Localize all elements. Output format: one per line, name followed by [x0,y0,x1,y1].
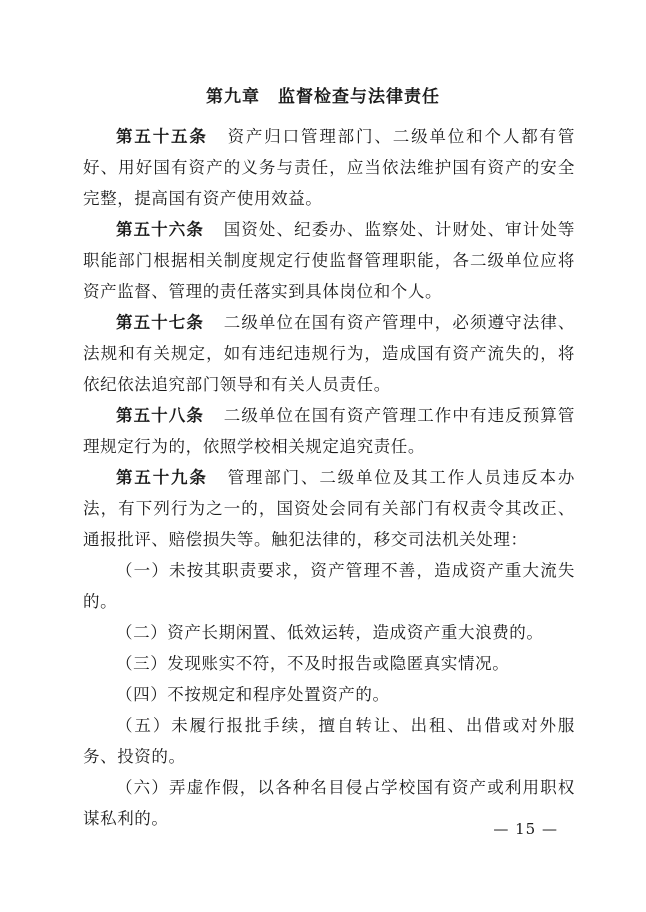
list-item-6: （六）弄虚作假，以各种名目侵占学校国有资产或利用职权谋私利的。 [83,778,575,828]
article-57 [83,307,575,400]
article-text: 管理部门、二级单位及其工作人员违反本办法，有下列行为之一的，国资处会同有关部门有权责令其改正、通报批评、赔偿损失等。触犯法律的，移交司法机关处理： [83,468,575,549]
article-58 [83,400,575,462]
list-item-2: （二）资产长期闲置、低效运转，造成资产重大浪费的。 [116,623,544,642]
chapter-title: 第九章 监督检查与法律责任 [206,87,440,107]
article-text: 资产归口管理部门、二级单位和个人都有管好、用好国有资产的义务与责任，应当依法维护国有资产的安全完整，提高国有资产使用效益。 [83,127,575,208]
article-label: 第五十六条 [116,220,204,239]
article-label: 第五十五条 [116,127,208,146]
article-text: 国资处、纪委办、监察处、计财处、审计处等职能部门根据相关制度规定行使监督管理职能，各二级单位应将资产监督、管理的责任落实到具体岗位和个人。 [83,220,576,301]
list-item-3: （三）发现账实不符，不及时报告或隐匿真实情况。 [116,654,510,673]
page-number: — 15 — [493,820,558,838]
article-59 [83,462,575,555]
article-56 [83,214,575,307]
body-text [83,121,575,834]
list-item-1: （一）未按其职责要求，资产管理不善，造成资产重大流失的。 [83,561,575,611]
article-55 [83,121,575,214]
article-label: 第五十七条 [116,313,204,332]
list-item-4: （四）不按规定和程序处置资产的。 [116,685,390,704]
article-text: 二级单位在国有资产管理工作中有违反预算管理规定行为的，依照学校相关规定追究责任。 [83,406,576,456]
article-text: 二级单位在国有资产管理中，必须遵守法律、法规和有关规定，如有违纪违规行为，造成国有资产流失的，将依纪依法追究部门领导和有关人员责任。 [83,313,576,394]
article-label: 第五十九条 [116,468,208,487]
article-label: 第五十八条 [116,406,204,425]
list-item-5: （五）未履行报批手续，擅自转让、出租、出借或对外服务、投资的。 [83,716,575,766]
